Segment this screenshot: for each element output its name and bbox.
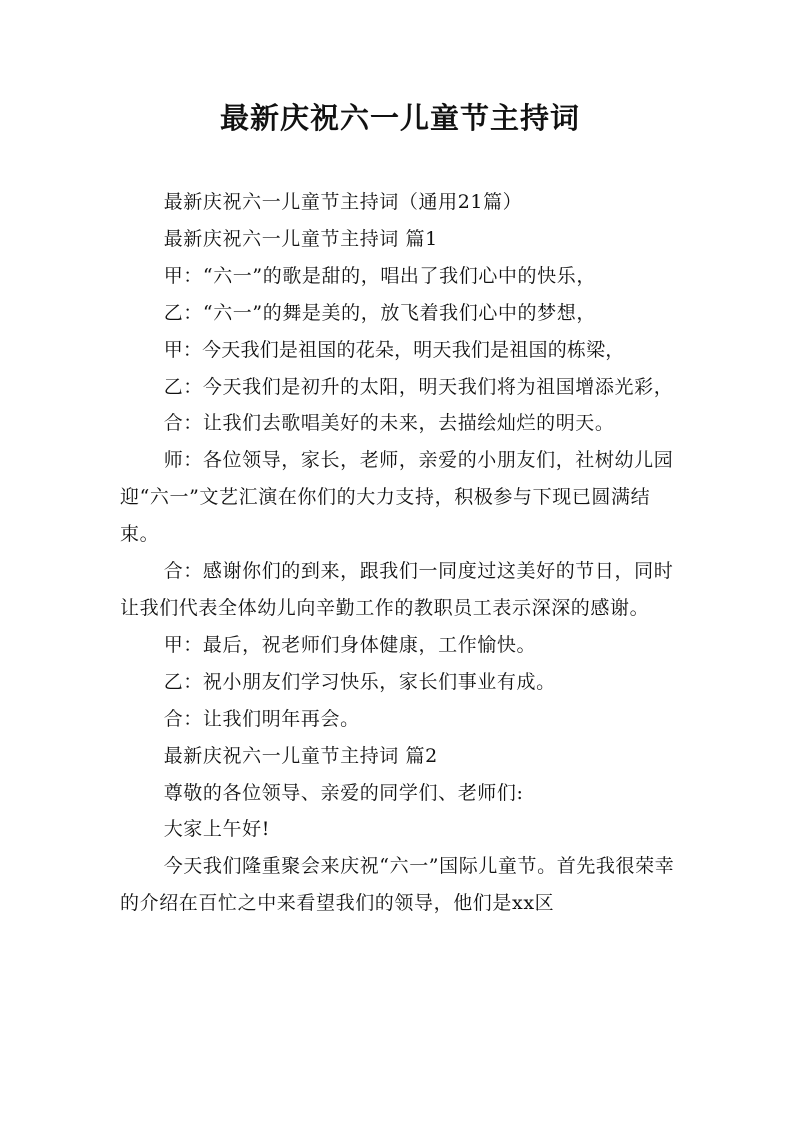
section-heading-2: 最新庆祝六一儿童节主持词 篇2 bbox=[163, 744, 438, 767]
speech-paragraph: 今天我们隆重聚会来庆祝“六一”国际儿童节。首先我很荣幸的介绍在百忙之中来看望我们的领导，他们是xx区 bbox=[120, 855, 675, 915]
dialogue-line: 乙：“六一”的舞是美的，放飞着我们心中的梦想， bbox=[163, 301, 596, 324]
dialogue-line: 甲：最后，祝老师们身体健康，工作愉快。 bbox=[163, 633, 537, 656]
section-heading-1: 最新庆祝六一儿童节主持词 篇1 bbox=[163, 227, 438, 250]
dialogue-line: 乙：今天我们是初升的太阳，明天我们将为祖国增添光彩， bbox=[163, 375, 674, 398]
dialogue-line: 乙：祝小朋友们学习快乐，家长们事业有成。 bbox=[163, 670, 556, 693]
document-body bbox=[120, 184, 685, 922]
document-title: 最新庆祝六一儿童节主持词 bbox=[219, 101, 580, 135]
greeting: 大家上午好! bbox=[163, 818, 270, 841]
dialogue-line: 甲：今天我们是祖国的花朵，明天我们是祖国的栋梁， bbox=[163, 338, 625, 361]
dialogue-line: 合：让我们去歌唱美好的未来，去描绘灿烂的明天。 bbox=[163, 412, 615, 435]
dialogue-line: 合：让我们明年再会。 bbox=[163, 707, 360, 730]
dialogue-line: 合：感谢你们的到来，跟我们一同度过这美好的节日，同时让我们代表全体幼儿向辛勤工作的教职员工表示深深的感谢。 bbox=[120, 560, 674, 619]
dialogue-line: 师：各位领导，家长，老师，亲爱的小朋友们，社树幼儿园迎“六一”文艺汇演在你们的大力支持，积极参与下现已圆满结束。 bbox=[120, 449, 674, 546]
dialogue-line: 甲：“六一”的歌是甜的，唱出了我们心中的快乐， bbox=[163, 264, 596, 287]
paragraph-subtitle: 最新庆祝六一儿童节主持词（通用21篇） bbox=[163, 191, 523, 213]
salutation: 尊敬的各位领导、亲爱的同学们、老师们: bbox=[163, 781, 524, 804]
